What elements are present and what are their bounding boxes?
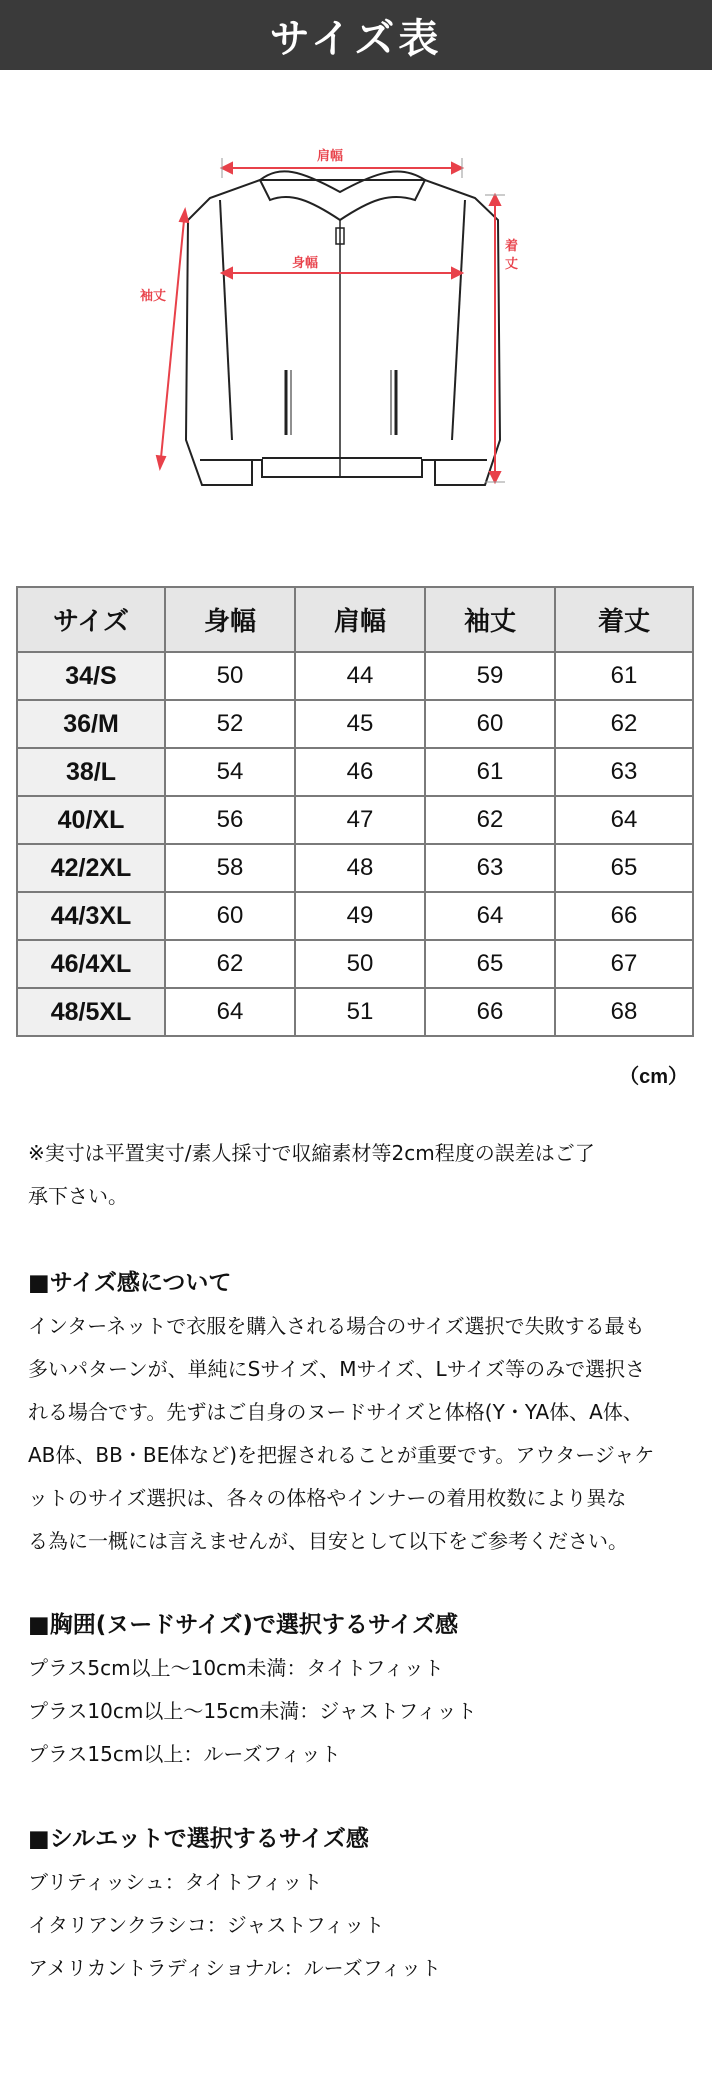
sleeve-label: 袖丈: [140, 289, 167, 304]
section-title: ■胸囲(ヌードサイズ)で選択するサイズ感: [28, 1612, 459, 1638]
section-line: プラス10cm以上～15cm未満：ジャストフィット: [28, 1699, 477, 1723]
shoulder-cell: 47: [295, 796, 425, 844]
header-size: サイズ: [17, 587, 165, 652]
size-cell: 34/S: [17, 652, 165, 700]
table-row: [17, 652, 693, 700]
collar-outline: [260, 171, 425, 220]
section-title: ■シルエットで選択するサイズ感: [28, 1826, 369, 1852]
chest-cell: 60: [165, 892, 295, 940]
section-line: れる場合です。先ずはご自身のヌードサイズと体格(Y・YA体、A体、: [28, 1400, 643, 1424]
size-cell: 48/5XL: [17, 988, 165, 1036]
chest-cell: 56: [165, 796, 295, 844]
table-row: [17, 940, 693, 988]
shoulder-cell: 50: [295, 940, 425, 988]
section-chest-fit: [28, 1604, 688, 1776]
section-size-feel: [28, 1262, 688, 1563]
size-cell: 44/3XL: [17, 892, 165, 940]
note-line: 承下さい。: [28, 1184, 128, 1208]
section-line: る為に一概には言えませんが、目安として以下をご参考ください。: [28, 1529, 628, 1553]
table-row: [17, 700, 693, 748]
section-line: ブリティッシュ：タイトフィット: [28, 1870, 323, 1894]
size-cell: 38/L: [17, 748, 165, 796]
size-table: [16, 586, 694, 1037]
header-shoulder: 肩幅: [295, 587, 425, 652]
header-chest: 身幅: [165, 587, 295, 652]
length-cell: 63: [555, 748, 693, 796]
section-line: プラス15cm以上：ルーズフィット: [28, 1742, 341, 1766]
length-cell: 68: [555, 988, 693, 1036]
chest-cell: 58: [165, 844, 295, 892]
shoulder-label: 肩幅: [316, 149, 344, 164]
jacket-illustration: [140, 140, 560, 510]
header-sleeve: 袖丈: [425, 587, 555, 652]
size-cell: 46/4XL: [17, 940, 165, 988]
sleeve-arrow: [160, 210, 185, 468]
table-row: [17, 892, 693, 940]
length-cell: 64: [555, 796, 693, 844]
table-body: [17, 652, 693, 1036]
section-silhouette-fit: [28, 1818, 688, 1990]
shoulder-cell: 51: [295, 988, 425, 1036]
table-row: [17, 796, 693, 844]
jacket-measurement-diagram: [140, 140, 560, 510]
chest-cell: 52: [165, 700, 295, 748]
right-armhole: [452, 200, 465, 440]
sleeve-cell: 65: [425, 940, 555, 988]
note-line: ※実寸は平置実寸/素人採寸で収縮素材等2cm程度の誤差はご了: [28, 1141, 595, 1165]
table-row: [17, 748, 693, 796]
chest-cell: 50: [165, 652, 295, 700]
sleeve-cell: 59: [425, 652, 555, 700]
shoulder-cell: 49: [295, 892, 425, 940]
table-header-row: [17, 587, 693, 652]
sleeve-cell: 61: [425, 748, 555, 796]
chest-cell: 54: [165, 748, 295, 796]
section-line: AB体、BB・BE体など)を把握されることが重要です。アウタージャケ: [28, 1443, 655, 1467]
length-cell: 61: [555, 652, 693, 700]
sleeve-cell: 60: [425, 700, 555, 748]
section-title: ■サイズ感について: [28, 1270, 232, 1296]
shoulder-cell: 45: [295, 700, 425, 748]
shoulder-cell: 48: [295, 844, 425, 892]
chest-label: 身幅: [291, 256, 319, 271]
sleeve-cell: 62: [425, 796, 555, 844]
table-row: [17, 988, 693, 1036]
chest-cell: 62: [165, 940, 295, 988]
size-cell: 40/XL: [17, 796, 165, 844]
length-cell: 65: [555, 844, 693, 892]
length-label-2: 丈: [505, 257, 519, 272]
shoulder-cell: 46: [295, 748, 425, 796]
section-line: アメリカントラディショナル：ルーズフィット: [28, 1956, 441, 1980]
page-title: サイズ表: [269, 14, 443, 62]
chest-cell: 64: [165, 988, 295, 1036]
sleeve-cell: 63: [425, 844, 555, 892]
header-length: 着丈: [555, 587, 693, 652]
table-row: [17, 844, 693, 892]
length-cell: 62: [555, 700, 693, 748]
left-armhole: [220, 200, 232, 440]
length-cell: 66: [555, 892, 693, 940]
shoulder-cell: 44: [295, 652, 425, 700]
section-line: 多いパターンが、単純にSサイズ、Mサイズ、Lサイズ等のみで選択さ: [28, 1357, 646, 1381]
length-label-1: 着: [505, 239, 519, 254]
sleeve-cell: 66: [425, 988, 555, 1036]
section-line: プラス5cm以上～10cm未満：タイトフィット: [28, 1656, 444, 1680]
sleeve-cell: 64: [425, 892, 555, 940]
size-cell: 42/2XL: [17, 844, 165, 892]
length-cell: 67: [555, 940, 693, 988]
unit-label: （cm）: [619, 1066, 688, 1088]
section-line: ットのサイズ選択は、各々の体格やインナーの着用枚数により異な: [28, 1486, 627, 1510]
header-banner: [0, 0, 712, 70]
size-cell: 36/M: [17, 700, 165, 748]
section-line: インターネットで衣服を購入される場合のサイズ選択で失敗する最も: [28, 1314, 645, 1338]
section-line: イタリアンクラシコ：ジャストフィット: [28, 1913, 385, 1937]
measurement-note: [28, 1132, 688, 1218]
